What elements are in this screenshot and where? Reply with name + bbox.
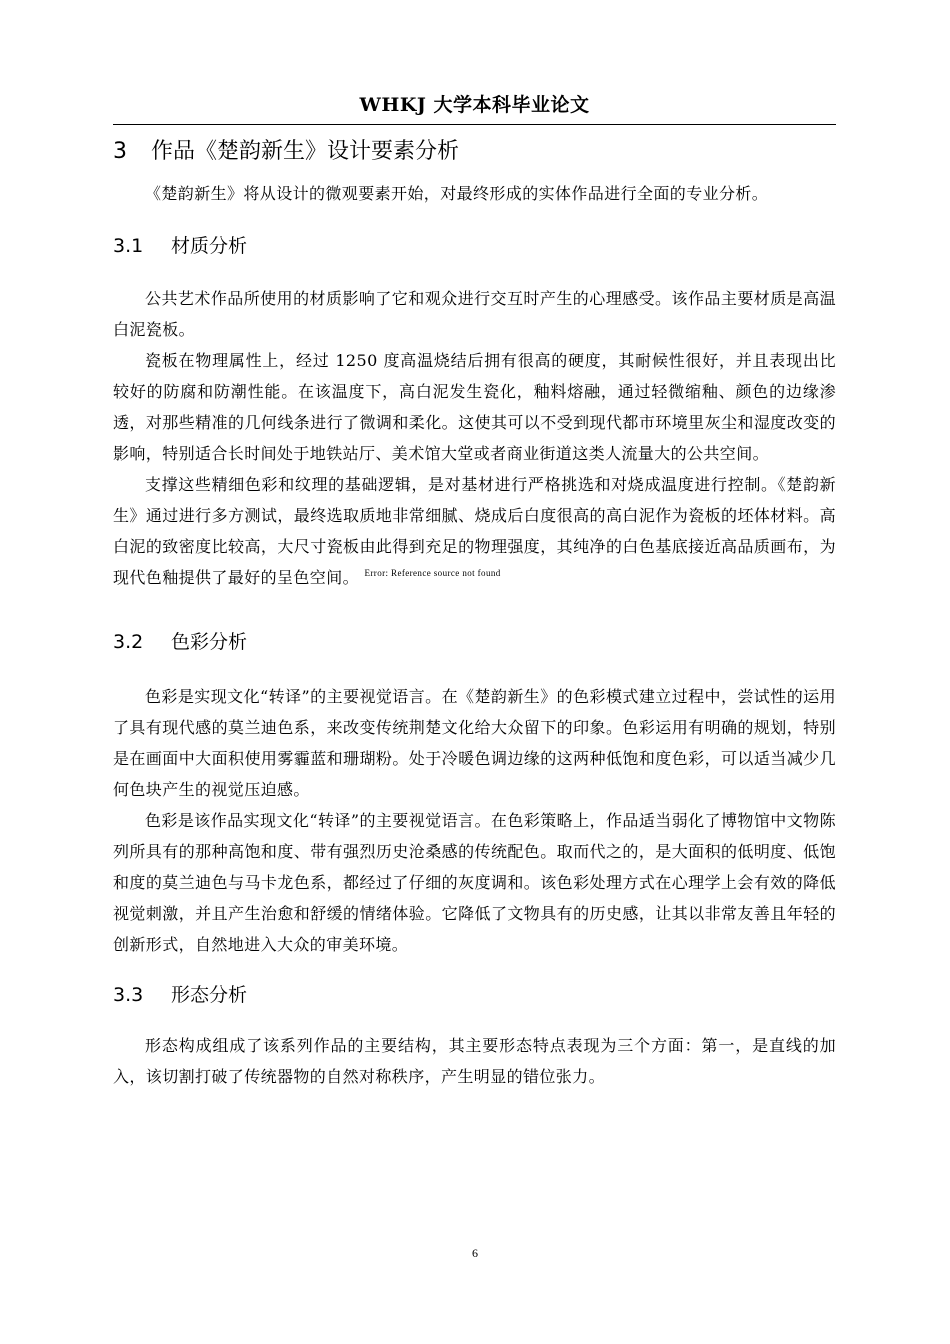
header-rule [113,124,836,125]
paragraph: 色彩是该作品实现文化“转译”的主要视觉语言。在色彩策略上，作品适当弱化了博物馆中文物陈列所具有的那种高饱和度、带有强烈历史沧桑感的传统配色。取而代之的，是大面积的低明度、低饱和度的莫兰迪色与马卡龙色系，都经过了仔细的灰度调和。该色彩处理方式在心理学上会有效的降低视觉刺激，并且产生治愈和舒缓的情绪体验。它降低了文物具有的历史感，让其以非常友善且年轻的创新形式，自然地进入大众的审美环境。 [113,811,836,954]
chapter-title: 作品《楚韵新生》设计要素分析 [151,139,460,164]
paragraph: 形态构成组成了该系列作品的主要结构，其主要形态特点表现为三个方面：第一，是直线的加入，该切割打破了传统器物的自然对称秩序，产生明显的错位张力。 [113,1036,836,1086]
paragraph: 瓷板在物理属性上，经过 1250 度高温烧结后拥有很高的硬度，其耐候性很好，并且表现出比较好的防腐和防潮性能。在该温度下，高白泥发生瓷化，釉料熔融，通过轻微缩釉、颜色的边缘渗透，对那些精准的几何线条进行了微调和柔化。这使其可以不受到现代都市环境里灰尘和湿度改变的影响，特别适合长时间处于地铁站厅、美术馆大堂或者商业街道这类人流量大的公共空间。 [113,351,836,463]
reference-error: Error: Reference source not found [364,568,501,578]
running-header: WHKJ 大学本科毕业论文 [359,94,590,116]
section-number: 3.2 [113,631,144,653]
section-number: 3.3 [113,984,144,1006]
section-title: 色彩分析 [171,631,248,653]
paragraph: 色彩是实现文化“转译”的主要视觉语言。在《楚韵新生》的色彩模式建立过程中，尝试性的运用了具有现代感的莫兰迪色系，来改变传统荆楚文化给大众留下的印象。色彩运用有明确的规划，特别是在画面中大面积使用雾霾蓝和珊瑚粉。处于冷暖色调边缘的这两种低饱和度色彩，可以适当减少几何色块产生的视觉压迫感。 [113,687,836,799]
chapter-heading [113,132,836,172]
chapter-number: 3 [113,139,127,164]
paragraph-text: 支撑这些精细色彩和纹理的基础逻辑，是对基材进行严格挑选和对烧成温度进行控制。《楚韵新生》通过进行多方测试，最终选取质地非常细腻、烧成后白度很高的高白泥作为瓷板的坯体材料。高白泥的致密度比较高，大尺寸瓷板由此得到充足的物理强度，其纯净的白色基底接近高品质画布，为现代色釉提供了最好的呈色空间。 [113,475,836,587]
chapter-intro: 《楚韵新生》将从设计的微观要素开始，对最终形成的实体作品进行全面的专业分析。 [145,184,769,203]
section-number: 3.1 [113,235,144,257]
section-title: 材质分析 [171,235,248,257]
section-heading-3-3 [113,980,836,1010]
page-content [113,132,836,1092]
paragraph: 公共艺术作品所使用的材质影响了它和观众进行交互时产生的心理感受。该作品主要材质是高温白泥瓷板。 [113,289,836,339]
page-number: 6 [472,1246,478,1260]
section-heading-3-1 [113,231,836,261]
paragraph [113,469,836,593]
section-heading-3-2 [113,627,836,657]
section-title: 形态分析 [171,984,248,1006]
